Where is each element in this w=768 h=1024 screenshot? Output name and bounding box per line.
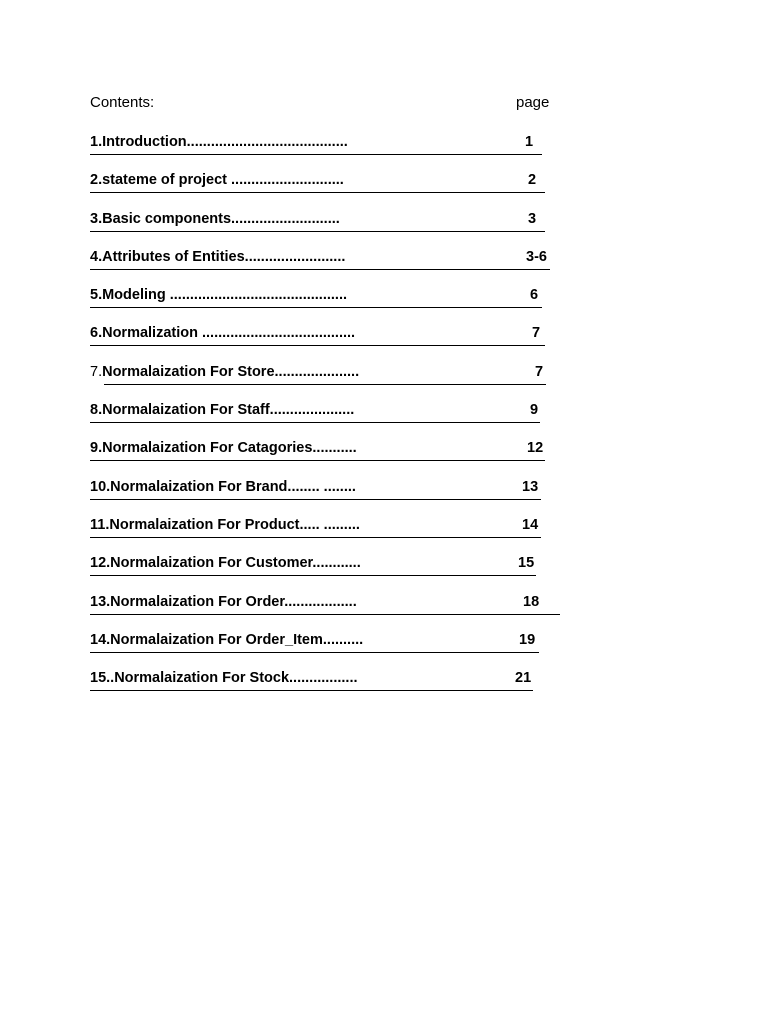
toc-entry-page: 12 (527, 440, 544, 457)
toc-entry-label (90, 438, 357, 458)
toc-entry-number: 6. (90, 325, 103, 342)
toc-entry-4 (90, 247, 570, 285)
toc-entry-page: 7 (535, 363, 544, 380)
toc-entry-page: 3-6 (526, 248, 547, 265)
toc-entry-12 (90, 553, 570, 591)
toc-entry-title: Basic components........................... (102, 210, 340, 227)
toc-entry-13 (90, 592, 570, 630)
toc-entry-title: Normalization ...................................... (102, 325, 356, 342)
toc-entry-label (90, 515, 360, 535)
toc-entry-10 (90, 477, 570, 515)
toc-entry-number: 10. (90, 478, 111, 495)
toc-entry-title: Attributes of Entities......................... (102, 248, 346, 265)
toc-entry-page: 2 (528, 172, 537, 189)
toc-entry-number: 9. (90, 440, 103, 457)
toc-entry-title: Normalaization For Brand........ ........ (110, 478, 356, 495)
toc-entry-page: 7 (532, 325, 541, 342)
toc-entry-page: 21 (515, 670, 532, 687)
toc-entry-label (90, 323, 355, 343)
toc-entry-number: 7. (90, 363, 103, 380)
toc-entry-number: 3. (90, 210, 103, 227)
toc-entry-label (90, 132, 348, 152)
toc-entry-page: 1 (525, 134, 534, 150)
toc-entry-6 (90, 323, 570, 361)
toc-entry-title: Normalaization For Store..................... (102, 363, 360, 380)
toc-entry-number: 1. (90, 134, 103, 150)
toc-entry-number: 14. (90, 631, 111, 648)
toc-entry-label (90, 362, 359, 382)
toc-entry-title: Normalaization For Order_Item.......... (110, 631, 364, 648)
toc-entry-number: 2. (90, 172, 103, 189)
toc-entry-label (90, 170, 344, 190)
page-column-heading: page (516, 94, 550, 111)
toc-entry-label (90, 285, 347, 305)
toc-entry-title: Normalaization For Order.................. (110, 593, 357, 610)
toc-entry-label (90, 592, 357, 612)
toc-entry-8 (90, 400, 570, 438)
toc-entry-title: Normalaization For Product..... ......... (109, 516, 360, 533)
toc-entry-page: 19 (519, 631, 536, 648)
toc-entry-7 (90, 362, 570, 400)
toc-entry-title: Normalaization For Staff..................... (102, 402, 355, 419)
toc-entry-1 (90, 132, 570, 170)
toc-entry-number: 8. (90, 402, 103, 419)
toc-entry-number: 4. (90, 248, 103, 265)
toc-entry-2 (90, 170, 570, 208)
toc-entry-title: Normalaization For Stock................. (114, 670, 358, 687)
toc-entry-page: 13 (522, 478, 539, 495)
toc-header (90, 94, 560, 116)
toc-entry-11 (90, 515, 570, 553)
toc-entry-title: stateme of project ............................ (102, 172, 344, 189)
toc-entry-label (90, 668, 358, 688)
toc-entry-page: 9 (530, 402, 539, 419)
toc-entry-title: Normalaization For Customer............ (110, 555, 361, 572)
toc-entry-page: 14 (522, 516, 539, 533)
toc-entry-page: 18 (523, 593, 540, 610)
toc-entry-label (90, 400, 354, 420)
toc-entry-label (90, 630, 363, 650)
toc-entry-number: 11. (90, 516, 110, 533)
toc-entry-label (90, 247, 345, 267)
toc-entry-label (90, 209, 340, 229)
toc-entry-page: 15 (518, 555, 535, 572)
table-of-contents (90, 132, 570, 706)
toc-entry-title: Normalaization For Catagories........... (102, 440, 357, 457)
toc-entry-page: 6 (530, 287, 539, 304)
toc-entry-title: Modeling ............................................ (102, 287, 348, 304)
toc-entry-14 (90, 630, 570, 668)
toc-entry-number: 5. (90, 287, 103, 304)
toc-entry-title: Introduction........................................ (102, 134, 348, 150)
toc-entry-5 (90, 285, 570, 323)
toc-entry-page: 3 (528, 210, 537, 227)
toc-entry-3 (90, 209, 570, 247)
contents-heading: Contents: (90, 94, 155, 111)
toc-entry-label (90, 477, 356, 497)
toc-entry-15 (90, 668, 570, 706)
toc-entry-label (90, 553, 361, 573)
toc-entry-number: 15.. (90, 670, 115, 687)
toc-entry-9 (90, 438, 570, 476)
toc-entry-number: 12. (90, 555, 111, 572)
toc-entry-number: 13. (90, 593, 111, 610)
